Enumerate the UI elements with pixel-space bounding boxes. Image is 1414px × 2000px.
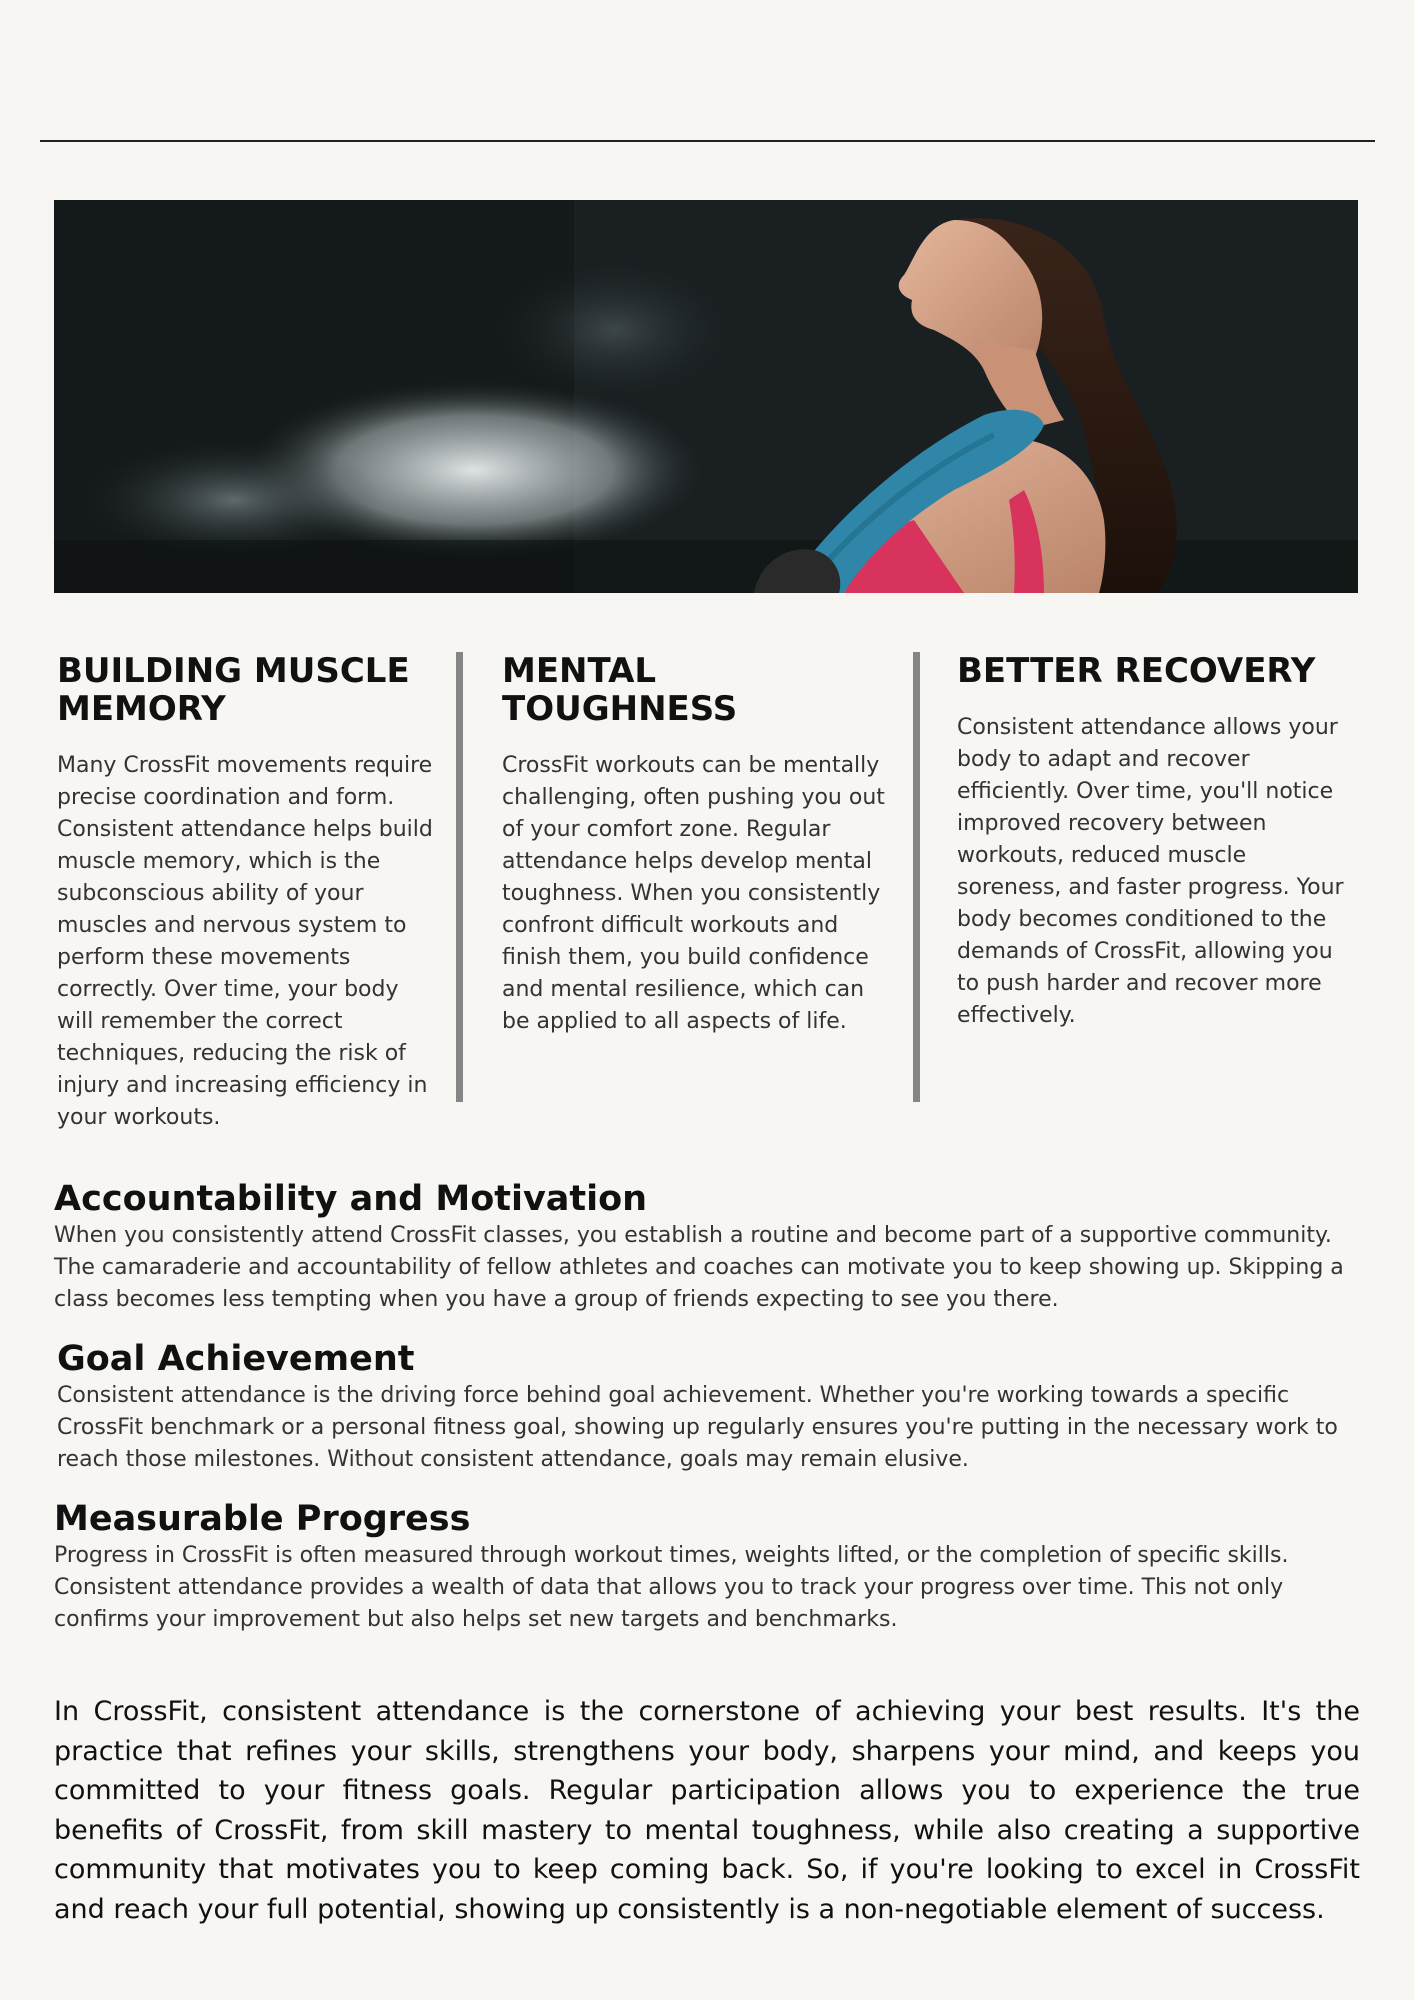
hero-image [54, 200, 1358, 593]
section-body: Consistent attendance is the driving force behind goal achievement. Whether you're working towards a specific CrossFit benchmark or a personal fitness goal, showing up regularly ensures you're putting in the necessary work to reach those milestones. Without consistent attendance, goals may remain elusive. [57, 1383, 1338, 1472]
section-accountability [54, 1178, 1364, 1316]
column-better-recovery [957, 652, 1357, 1032]
section-goal-achievement [57, 1338, 1367, 1476]
column-body: CrossFit workouts can be mentally challenging, often pushing you out of your comfort zone. Regular attendance helps develop mental toughness. When you consistently confront difficult workouts and finish them, you build confidence and mental resilience, which can be applied to all aspects of life. [502, 753, 885, 1034]
column-divider [456, 652, 463, 1102]
column-body: Consistent attendance allows your body to adapt and recover efficiently. Over time, you'll notice improved recovery between workouts, reduced muscle soreness, and faster progress. Your body becomes conditioned to the demands of CrossFit, allowing you to push harder and recover more effectively. [957, 715, 1344, 1028]
column-divider [913, 652, 920, 1102]
column-muscle-memory [57, 652, 437, 1134]
closing-paragraph: In CrossFit, consistent attendance is the cornerstone of achieving your best results. It's the practice that refines your skills, strengthens your body, sharpens your mind, and keeps you committed to your fitness goals. Regular participation allows you to experience the true benefits of CrossFit, from skill mastery to mental toughness, while also creating a supportive community that motivates you to keep coming back. So, if you're looking to excel in CrossFit and reach your full potential, showing up consistently is a non-negotiable element of success. [54, 1696, 1360, 1925]
column-title: BUILDING MUSCLE MEMORY [57, 651, 410, 729]
section-measurable-progress [54, 1498, 1364, 1636]
top-divider [40, 140, 1375, 142]
column-title: MENTAL TOUGHNESS [502, 651, 738, 729]
column-mental-toughness [502, 652, 892, 1038]
column-title: BETTER RECOVERY [957, 651, 1316, 691]
section-title: Goal Achievement [57, 1339, 415, 1379]
section-body: Progress in CrossFit is often measured through workout times, weights lifted, or the completion of specific skills. Consistent attendance provides a wealth of data that allows you to track your progress over time. This not only confirms your improvement but also helps set new targets and benchmarks. [54, 1543, 1289, 1632]
section-title: Measurable Progress [54, 1499, 471, 1539]
section-body: When you consistently attend CrossFit classes, you establish a routine and become part of a supportive community. The camaraderie and accountability of fellow athletes and coaches can motivate you to keep showing up. Skipping a class becomes less tempting when you have a group of friends expecting to see you there. [54, 1223, 1344, 1312]
column-body: Many CrossFit movements require precise coordination and form. Consistent attendance helps build muscle memory, which is the subconscious ability of your muscles and nervous system to perform these movements correctly. Over time, your body will remember the correct techniques, reducing the risk of injury and increasing efficiency in your workouts. [57, 753, 433, 1130]
section-title: Accountability and Motivation [54, 1179, 648, 1219]
athlete-resting-icon [54, 200, 1358, 593]
